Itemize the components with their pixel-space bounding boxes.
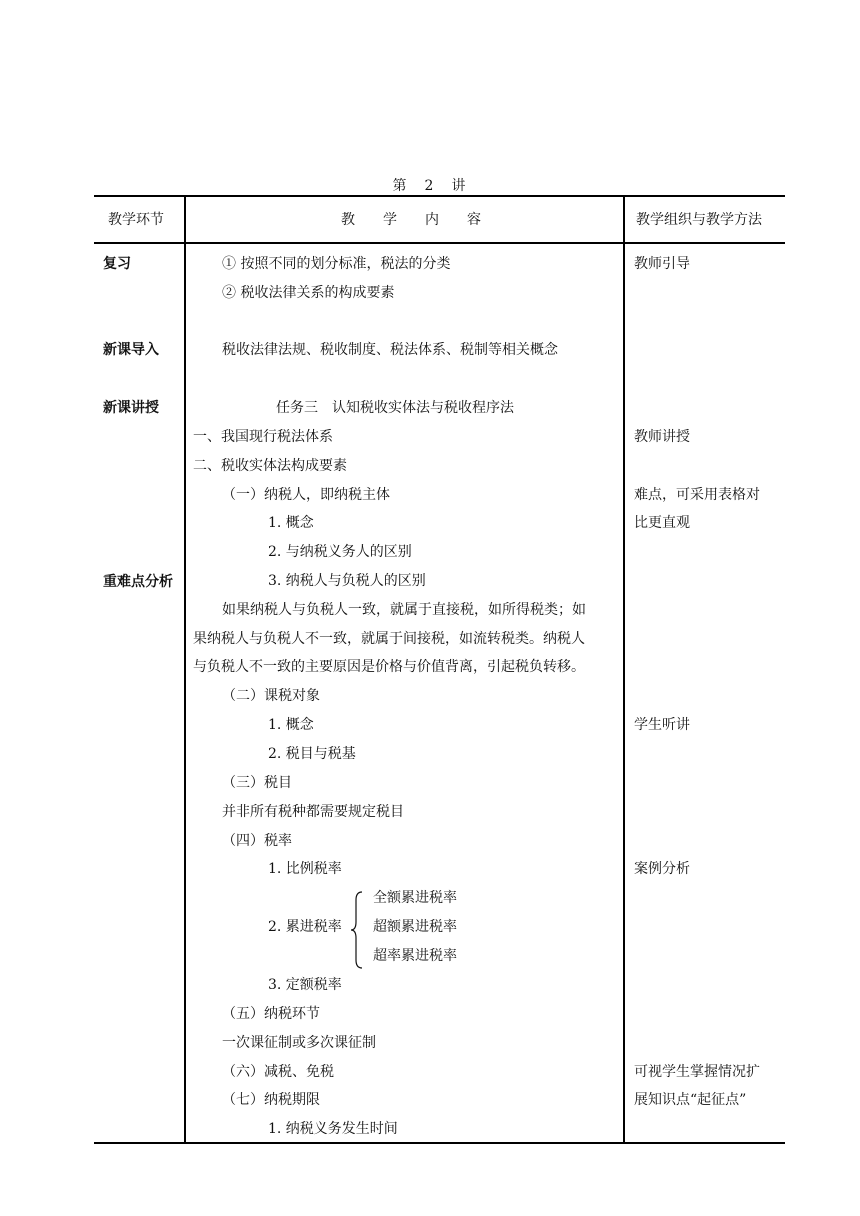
content-line: （六）减税、免税	[222, 1064, 334, 1080]
content-line: 一、我国现行税法体系	[193, 429, 333, 445]
method-note: 可视学生掌握情况扩	[634, 1064, 760, 1080]
lecture-title: 第 2 讲	[392, 178, 468, 194]
review-item-2: ② 税收法律关系的构成要素	[222, 285, 395, 301]
task-title: 任务三 认知税收实体法与税收程序法	[276, 400, 514, 416]
header-col-content: 教 学 内 容	[341, 212, 481, 228]
content-line: （四）税率	[222, 833, 292, 849]
content-line: （七）纳税期限	[222, 1092, 320, 1108]
column-divider-1	[184, 195, 186, 1144]
content-line: 1. 概念	[268, 515, 314, 531]
review-item-1: ① 按照不同的划分标准，税法的分类	[222, 256, 451, 272]
method-note: 教师引导	[634, 256, 690, 272]
section-review: 复习	[103, 256, 131, 272]
column-divider-2	[623, 195, 625, 1144]
content-line: 2. 累进税率	[268, 919, 342, 935]
content-line: 3. 纳税人与负税人的区别	[268, 573, 426, 589]
section-intro: 新课导入	[103, 342, 159, 358]
content-line: 2. 与纳税义务人的区别	[268, 544, 412, 560]
header-bottom-border	[94, 242, 785, 244]
header-col-method: 教学组织与教学方法	[636, 212, 762, 228]
method-note: 难点，可采用表格对	[634, 487, 760, 503]
brace-item: 超额累进税率	[373, 919, 457, 935]
table-top-border	[94, 195, 785, 197]
method-note: 案例分析	[634, 861, 690, 877]
content-line: （二）课税对象	[222, 688, 320, 704]
content-line: 2. 税目与税基	[268, 746, 356, 762]
method-note: 学生听讲	[634, 717, 690, 733]
intro-text: 税收法律法规、税收制度、税法体系、税制等相关概念	[222, 342, 558, 358]
header-col-stage: 教学环节	[108, 212, 164, 228]
paragraph-line: 如果纳税人与负税人一致，就属于直接税，如所得税类；如	[222, 602, 586, 618]
content-line: 一次课征制或多次课征制	[222, 1035, 376, 1051]
brace-item: 超率累进税率	[373, 948, 457, 964]
paragraph-line: 果纳税人与负税人不一致，就属于间接税，如流转税类。纳税人	[193, 631, 585, 647]
content-line: 1. 概念	[268, 717, 314, 733]
content-line: 1. 纳税义务发生时间	[268, 1121, 398, 1137]
content-line: （一）纳税人，即纳税主体	[222, 487, 390, 503]
paragraph-line: 与负税人不一致的主要原因是价格与价值背离，引起税负转移。	[193, 659, 585, 675]
content-line: 3. 定额税率	[268, 977, 342, 993]
content-line: （三）税目	[222, 775, 292, 791]
brace-item: 全额累进税率	[373, 890, 457, 906]
content-line: 并非所有税种都需要规定税目	[222, 804, 404, 820]
method-note: 展知识点“起征点”	[634, 1092, 747, 1108]
content-line: 1. 比例税率	[268, 861, 342, 877]
curly-brace-icon	[350, 890, 364, 970]
section-teach: 新课讲授	[103, 400, 159, 416]
method-note: 比更直观	[634, 515, 690, 531]
content-line: 二、税收实体法构成要素	[193, 458, 347, 474]
content-line: （五）纳税环节	[222, 1006, 320, 1022]
method-note: 教师讲授	[634, 429, 690, 445]
section-key-points: 重难点分析	[103, 574, 173, 590]
table-bottom-border	[94, 1142, 785, 1144]
